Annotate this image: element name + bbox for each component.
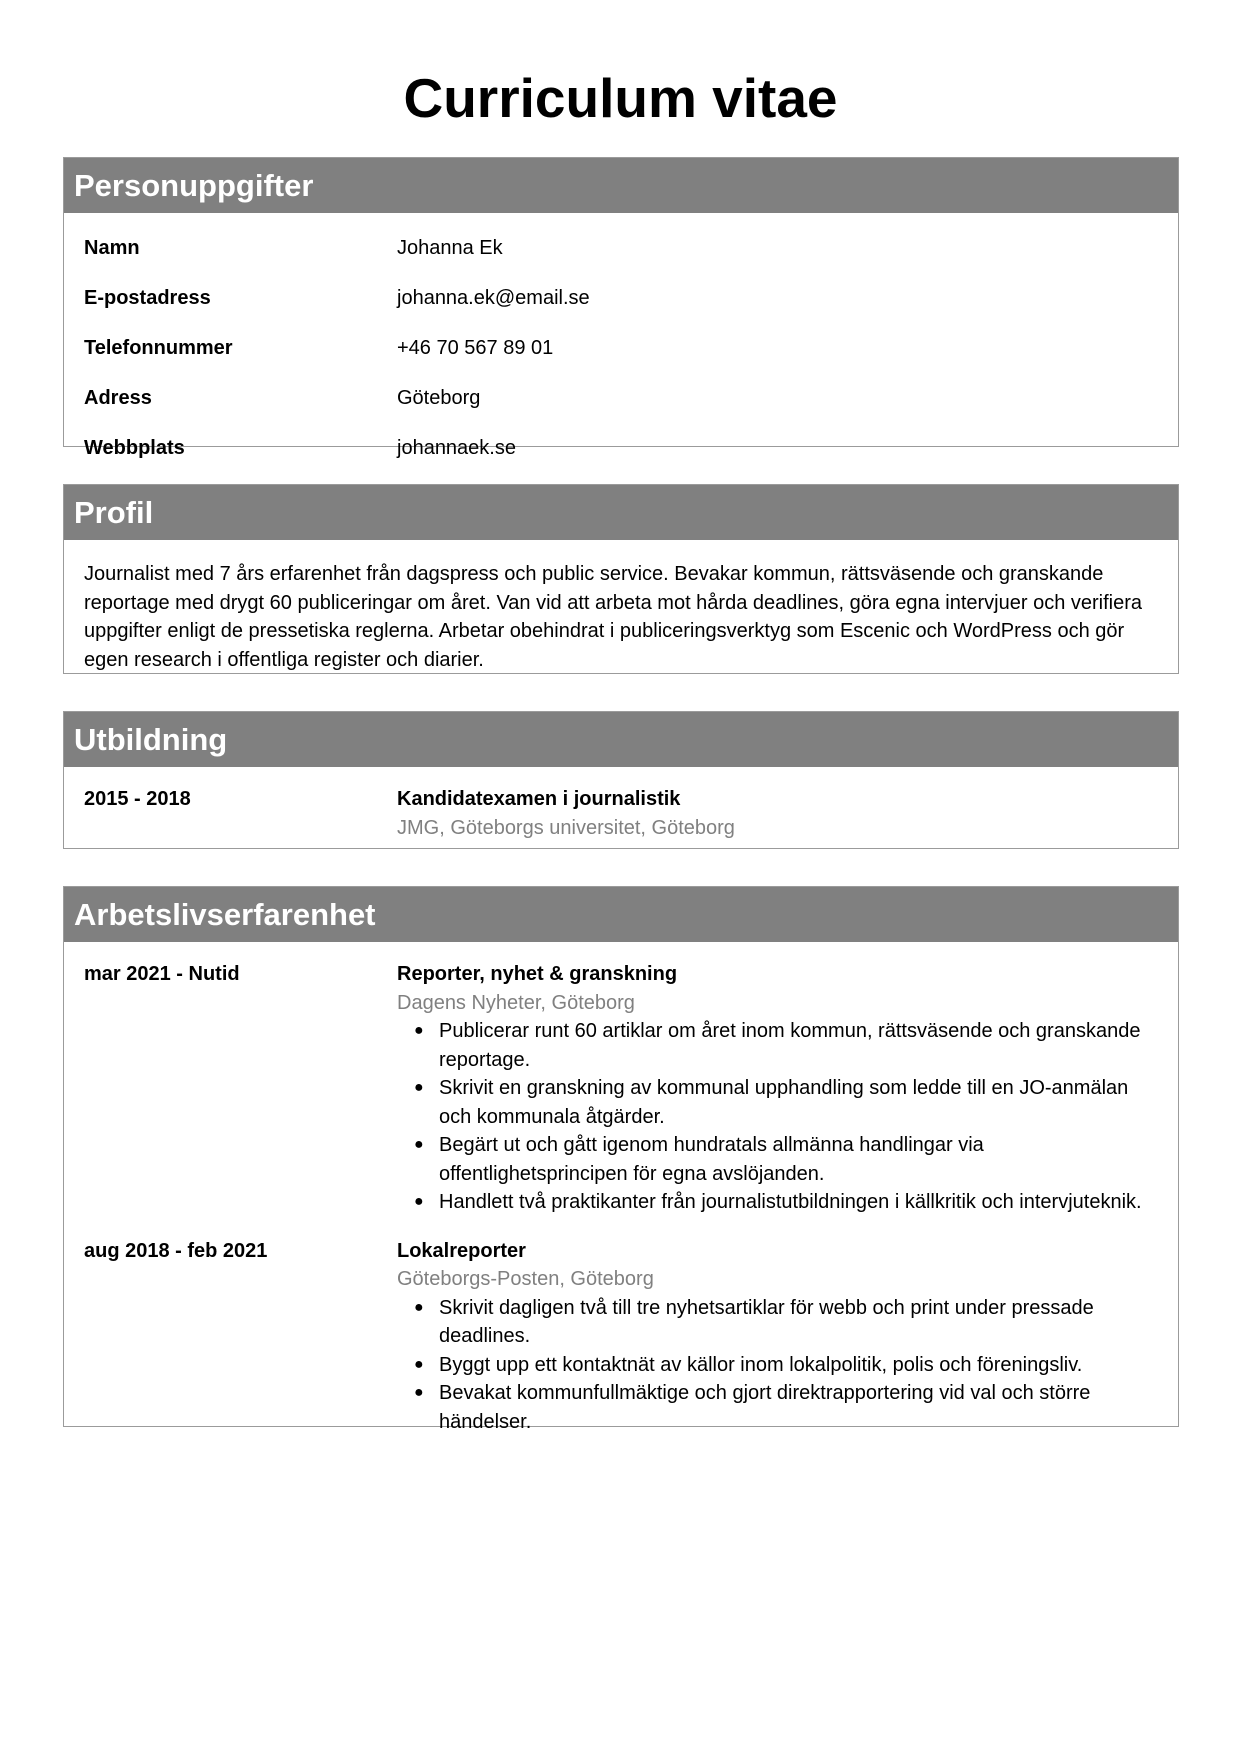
job-employer: Göteborgs-Posten, Göteborg xyxy=(397,1268,654,1290)
job-date: aug 2018 - feb 2021 xyxy=(84,1239,268,1262)
personal-row-website xyxy=(84,435,1158,475)
bullet-icon: ● xyxy=(414,1136,424,1153)
education-heading: Utbildning xyxy=(64,712,1178,767)
personal-details-body xyxy=(64,213,1178,475)
bullet-icon: ● xyxy=(414,1079,424,1096)
website-label: Webbplats xyxy=(84,437,185,459)
address-value: Göteborg xyxy=(397,387,481,409)
profile-text: Journalist med 7 års erfarenhet från dagspress och public service. Bevakar kommun, rättsväsende och granskande reportage med drygt 60 publiceringar om året. Van vid att arbeta mot hårda deadlines, göra egna intervjuer och verifiera uppgifter enligt de pressetiska reglerna. Arbetar obehindrat i publiceringsverktyg som Escenic och WordPress och gör egen research i offentliga register och diarier. xyxy=(84,563,1143,671)
education-institution: JMG, Göteborgs universitet, Göteborg xyxy=(397,816,735,839)
job-title: Lokalreporter xyxy=(397,1239,526,1262)
website-value: johannaek.se xyxy=(397,437,516,459)
personal-details-heading: Personuppgifter xyxy=(64,158,1178,213)
job-bullet-list xyxy=(397,1017,1158,1217)
personal-row-email xyxy=(84,285,1158,335)
phone-label: Telefonnummer xyxy=(84,337,233,359)
name-label: Namn xyxy=(84,237,140,259)
document-title: Curriculum vitae xyxy=(403,67,838,129)
education-body xyxy=(64,767,1178,864)
personal-row-name xyxy=(84,235,1158,285)
bullet-text: Handlett två praktikanter från journalistutbildningen i källkritik och intervjuteknik. xyxy=(439,1191,1142,1213)
bullet-icon: ● xyxy=(414,1384,424,1401)
experience-body xyxy=(64,942,1178,1458)
personal-row-phone xyxy=(84,335,1158,385)
phone-value: +46 70 567 89 01 xyxy=(397,337,554,359)
bullet-icon: ● xyxy=(414,1022,424,1039)
bullet-icon: ● xyxy=(414,1355,424,1373)
experience-section xyxy=(63,886,1179,1433)
address-label: Adress xyxy=(84,387,152,409)
profile-heading: Profil xyxy=(64,485,1178,540)
job-bullet xyxy=(414,1351,1158,1380)
bullet-text: Publicerar runt 60 artiklar om året inom kommun, rättsväsende och granskande reportage. xyxy=(439,1020,1141,1071)
personal-details-section xyxy=(63,157,1179,459)
bullet-text: Bevakat kommunfullmäktige och gjort direktrapportering vid val och större händelser. xyxy=(439,1382,1091,1433)
job-entry xyxy=(84,1237,1158,1437)
job-bullet xyxy=(414,1074,1158,1131)
job-employer: Dagens Nyheter, Göteborg xyxy=(397,991,635,1014)
education-title: Kandidatexamen i journalistik xyxy=(397,788,681,810)
job-entry xyxy=(84,960,1158,1217)
name-value: Johanna Ek xyxy=(397,237,503,259)
job-bullet xyxy=(414,1131,1158,1188)
job-bullet xyxy=(414,1379,1158,1436)
job-bullet xyxy=(414,1188,1158,1217)
job-bullet xyxy=(414,1294,1158,1351)
bullet-text: Byggt upp ett kontaktnät av källor inom lokalpolitik, polis och föreningsliv. xyxy=(439,1353,1083,1376)
job-title: Reporter, nyhet & granskning xyxy=(397,963,678,985)
job-date: mar 2021 - Nutid xyxy=(84,963,240,985)
bullet-text: Begärt ut och gått igenom hundratals allmänna handlingar via offentlighetsprincipen för egna avslöjanden. xyxy=(439,1134,984,1185)
job-bullet-list xyxy=(397,1294,1158,1437)
bullet-icon: ● xyxy=(414,1193,424,1210)
education-date: 2015 - 2018 xyxy=(84,788,191,810)
bullet-text: Skrivit en granskning av kommunal upphandling som ledde till en JO-anmälan och kommunala åtgärder. xyxy=(439,1077,1129,1128)
experience-heading: Arbetslivserfarenhet xyxy=(64,887,1178,942)
bullet-icon: ● xyxy=(414,1298,424,1316)
personal-row-address xyxy=(84,385,1158,435)
education-entry xyxy=(84,785,1158,842)
email-label: E-postadress xyxy=(84,287,211,309)
email-value: johanna.ek@email.se xyxy=(397,287,590,309)
profile-section xyxy=(63,484,1179,674)
bullet-text: Skrivit dagligen två till tre nyhetsartiklar för webb och print under pressade deadlines. xyxy=(439,1296,1094,1347)
education-section xyxy=(63,711,1179,849)
job-bullet xyxy=(414,1017,1158,1074)
